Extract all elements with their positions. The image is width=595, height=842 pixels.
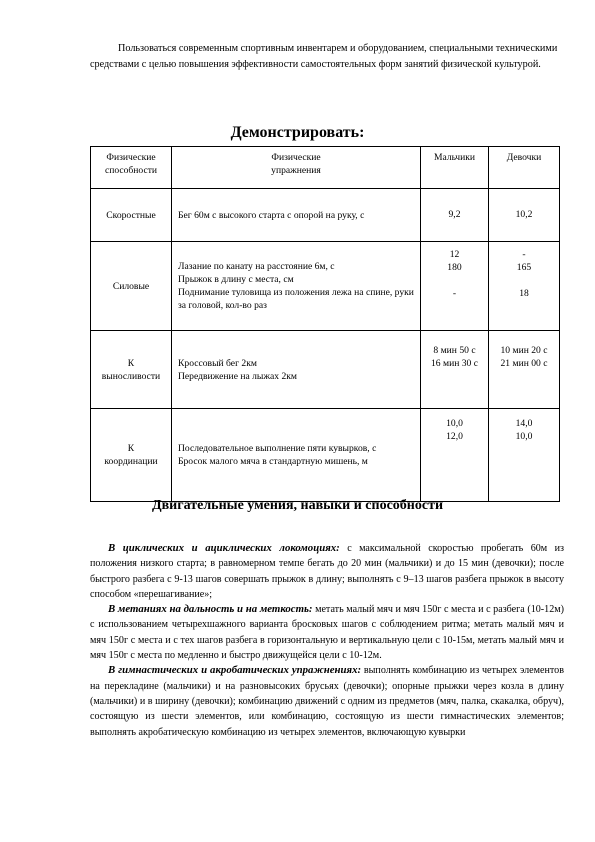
motor-skills-heading: Двигательные умения, навыки и способности (151, 498, 444, 513)
table-row (91, 409, 560, 502)
ability-cell: Скоростные (91, 189, 172, 242)
ability-cell: К выносливости (91, 331, 172, 409)
header-girls: Девочки (489, 147, 560, 189)
demonstrate-heading: Демонстрировать: (230, 124, 365, 141)
boys-cell: 12 180 - (421, 242, 489, 331)
exercise-cell: Кроссовый бег 2км Передвижение на лыжах 2км (172, 331, 421, 409)
header-ability: Физические способности (91, 147, 172, 189)
intro-paragraph: Пользоваться современным спортивным инвентарем и оборудованием, специальными техническими средствами с целью повышения эффективности самостоятельных форм занятий физической культурой. (90, 43, 558, 70)
girls-cell: 14,0 10,0 (489, 409, 560, 502)
ability-cell: Силовые (91, 242, 172, 331)
table-row (91, 331, 560, 409)
ability-cell: К координации (91, 409, 172, 502)
paragraph-body: метать малый мяч и мяч 150г с места и с разбега (10-12м) с использованием четырехшажного варианта бросковых шагов с соблюдением ритма; метать малый мяч и мяч 150г с места и с тех шагов разбега в горизонтальную и вертикальную цели с 10-15м, метать малый мяч и мяч 150г с места по медленно и быстро движущейся цели с 10-12м. (90, 604, 564, 662)
standards-table (90, 146, 560, 502)
girls-cell: 10 мин 20 с 21 мин 00 с (489, 331, 560, 409)
exercise-cell: Последовательное выполнение пяти кувырков, с Бросок малого мяча в стандартную мишень, м (172, 409, 421, 502)
boys-cell: 9,2 (421, 189, 489, 242)
paragraph-body: с максимальной скоростью пробегать 60м из положения низкого старта; в равномерном темпе бегать до 20 мин (мальчики) и до 15 мин (девочки); после быстрого разбега с 9-13 шагов совершать прыжок в длину; выполнять с 9–13 шагов разбега прыжок в высоту способом «перешагивание»; (90, 543, 564, 600)
table-row (91, 242, 560, 331)
table-row (91, 189, 560, 242)
paragraph-lead: В циклических и ациклических локомоциях: (108, 542, 340, 554)
paragraph-body: выполнять комбинацию из четырех элементов на перекладине (мальчики) и на разновысоких брусьях (девочки); опорные прыжки через козла в длину (мальчики) и в ширину (девочки); комбинацию движений с одним из предметов (мяч, палка, скакалка, обруч), состоящую из шести элементов, или комбинацию, состоящую из шести гимнастических элементов; выполнять акробатическую комбинацию из четырех элементов, включающую кувырки (90, 665, 564, 738)
girls-cell: 10,2 (489, 189, 560, 242)
exercise-cell: Лазание по канату на расстояние 6м, с Прыжок в длину с места, см Поднимание туловища из положения лежа на спине, руки за головой, кол-во раз (172, 242, 421, 331)
motor-skills-text (90, 541, 564, 740)
girls-cell: - 165 18 (489, 242, 560, 331)
header-boys: Мальчики (421, 147, 489, 189)
paragraph-lead: В метаниях на дальность и на меткость: (108, 603, 313, 616)
paragraph-locomotion (90, 541, 564, 602)
header-exercise: Физические упражнения (172, 147, 421, 189)
boys-cell: 8 мин 50 с 16 мин 30 с (421, 331, 489, 409)
paragraph-throwing (90, 602, 564, 663)
paragraph-lead: В гимнастических и акробатических упражнениях: (108, 664, 362, 677)
boys-cell: 10,0 12,0 (421, 409, 489, 502)
exercise-cell: Бег 60м с высокого старта с опорой на руку, с (172, 189, 421, 242)
paragraph-gymnastics (90, 663, 564, 739)
table-header-row (91, 147, 560, 189)
